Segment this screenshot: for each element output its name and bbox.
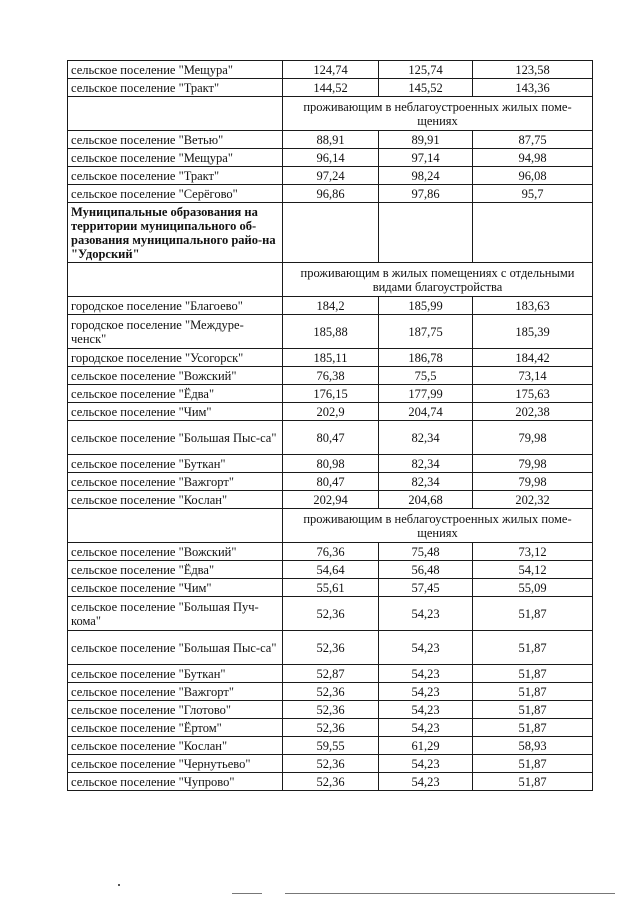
tariff-value-1: 185,88 — [283, 315, 379, 349]
tariff-value-3: 73,12 — [473, 543, 593, 561]
settlement-name: сельское поселение "Чим" — [68, 403, 283, 421]
tariff-value-1: 55,61 — [283, 579, 379, 597]
table-row — [68, 473, 593, 491]
table-row — [68, 131, 593, 149]
tariff-value-2: 54,23 — [379, 597, 473, 631]
tariff-value-1: 80,47 — [283, 473, 379, 491]
tariff-value-3: 73,14 — [473, 367, 593, 385]
tariff-value-3: 175,63 — [473, 385, 593, 403]
scan-speck — [118, 884, 120, 886]
tariff-value-2: 97,14 — [379, 149, 473, 167]
tariff-value-1: 80,47 — [283, 421, 379, 455]
table-row — [68, 61, 593, 79]
empty-cell — [379, 203, 473, 263]
tariff-value-3: 202,32 — [473, 491, 593, 509]
tariff-value-3: 58,93 — [473, 737, 593, 755]
tariff-value-1: 185,11 — [283, 349, 379, 367]
tariff-value-3: 87,75 — [473, 131, 593, 149]
table-row — [68, 543, 593, 561]
table-row — [68, 185, 593, 203]
tariff-value-1: 202,9 — [283, 403, 379, 421]
tariff-value-2: 54,23 — [379, 719, 473, 737]
settlement-name: сельское поселение "Тракт" — [68, 167, 283, 185]
tariff-value-2: 177,99 — [379, 385, 473, 403]
tariff-value-2: 57,45 — [379, 579, 473, 597]
subheading-row — [68, 263, 593, 297]
settlement-name: сельское поселение "Глотово" — [68, 701, 283, 719]
settlement-name: сельское поселение "Важгорт" — [68, 473, 283, 491]
settlement-name: сельское поселение "Мещура" — [68, 61, 283, 79]
empty-cell — [68, 509, 283, 543]
tariff-value-1: 54,64 — [283, 561, 379, 579]
tariff-value-1: 52,36 — [283, 701, 379, 719]
tariff-value-3: 51,87 — [473, 665, 593, 683]
tariff-value-3: 79,98 — [473, 473, 593, 491]
tariff-value-3: 51,87 — [473, 701, 593, 719]
settlement-name: сельское поселение "Чупрово" — [68, 773, 283, 791]
tariff-value-1: 202,94 — [283, 491, 379, 509]
settlement-name: сельское поселение "Буткан" — [68, 665, 283, 683]
settlement-name: городское поселение "Междуре-ченск" — [68, 315, 283, 349]
tariff-value-1: 124,74 — [283, 61, 379, 79]
settlement-name: сельское поселение "Вожский" — [68, 367, 283, 385]
tariff-value-2: 204,74 — [379, 403, 473, 421]
tariff-value-2: 75,48 — [379, 543, 473, 561]
tariff-value-2: 82,34 — [379, 421, 473, 455]
table-row — [68, 579, 593, 597]
tariff-value-1: 76,36 — [283, 543, 379, 561]
tariff-value-3: 79,98 — [473, 455, 593, 473]
tariff-value-3: 143,36 — [473, 79, 593, 97]
tariff-value-1: 59,55 — [283, 737, 379, 755]
settlement-name: сельское поселение "Серёгово" — [68, 185, 283, 203]
category-subheading: проживающим в неблагоустроенных жилых поме-щениях — [283, 97, 593, 131]
tariff-value-3: 184,42 — [473, 349, 593, 367]
tariff-value-2: 187,75 — [379, 315, 473, 349]
table-row — [68, 297, 593, 315]
tariff-value-2: 82,34 — [379, 473, 473, 491]
settlement-name: сельское поселение "Важгорт" — [68, 683, 283, 701]
table-row — [68, 755, 593, 773]
tariff-value-1: 96,14 — [283, 149, 379, 167]
table-row — [68, 167, 593, 185]
tariff-value-3: 51,87 — [473, 773, 593, 791]
tariff-value-3: 55,09 — [473, 579, 593, 597]
tariff-value-3: 51,87 — [473, 755, 593, 773]
tariff-value-2: 186,78 — [379, 349, 473, 367]
subheading-row — [68, 97, 593, 131]
tariff-value-2: 54,23 — [379, 755, 473, 773]
tariff-value-1: 52,36 — [283, 773, 379, 791]
tariff-value-2: 145,52 — [379, 79, 473, 97]
settlement-name: сельское поселение "Большая Пыс-са" — [68, 421, 283, 455]
tariff-value-1: 80,98 — [283, 455, 379, 473]
settlement-name: сельское поселение "Чернутьево" — [68, 755, 283, 773]
table-row — [68, 773, 593, 791]
tariff-value-3: 51,87 — [473, 631, 593, 665]
category-subheading: проживающим в неблагоустроенных жилых поме-щениях — [283, 509, 593, 543]
subheading-row — [68, 509, 593, 543]
tariff-value-1: 52,87 — [283, 665, 379, 683]
table-row — [68, 455, 593, 473]
settlement-name: сельское поселение "Большая Пуч-кома" — [68, 597, 283, 631]
tariff-value-1: 52,36 — [283, 755, 379, 773]
tariff-value-2: 82,34 — [379, 455, 473, 473]
tariff-value-3: 183,63 — [473, 297, 593, 315]
tariff-value-1: 52,36 — [283, 683, 379, 701]
municipality-group-title: Муниципальные образования на территории муниципального об-разования муниципального райо-на "Удорский" — [68, 203, 283, 263]
empty-cell — [68, 263, 283, 297]
tariff-value-1: 97,24 — [283, 167, 379, 185]
tariff-value-1: 96,86 — [283, 185, 379, 203]
settlement-name: городское поселение "Усогорск" — [68, 349, 283, 367]
tariff-value-2: 204,68 — [379, 491, 473, 509]
settlement-name: сельское поселение "Ёдва" — [68, 385, 283, 403]
group-row — [68, 203, 593, 263]
tariff-value-2: 54,23 — [379, 631, 473, 665]
tariff-value-1: 88,91 — [283, 131, 379, 149]
table-row — [68, 149, 593, 167]
tariff-value-3: 51,87 — [473, 719, 593, 737]
settlement-name: сельское поселение "Тракт" — [68, 79, 283, 97]
empty-cell — [473, 203, 593, 263]
tariff-value-3: 123,58 — [473, 61, 593, 79]
tariff-value-3: 202,38 — [473, 403, 593, 421]
tariff-value-2: 54,23 — [379, 665, 473, 683]
tariff-value-2: 125,74 — [379, 61, 473, 79]
table-row — [68, 719, 593, 737]
tariff-value-3: 185,39 — [473, 315, 593, 349]
tariff-value-1: 52,36 — [283, 597, 379, 631]
settlement-name: сельское поселение "Буткан" — [68, 455, 283, 473]
tariff-value-2: 54,23 — [379, 773, 473, 791]
tariff-value-2: 185,99 — [379, 297, 473, 315]
tariff-table — [67, 60, 593, 791]
table-row — [68, 701, 593, 719]
tariff-value-1: 52,36 — [283, 631, 379, 665]
table-row — [68, 597, 593, 631]
table-row — [68, 315, 593, 349]
tariff-value-3: 54,12 — [473, 561, 593, 579]
tariff-value-2: 54,23 — [379, 701, 473, 719]
tariff-value-3: 51,87 — [473, 683, 593, 701]
scan-speck — [285, 893, 615, 894]
tariff-value-1: 144,52 — [283, 79, 379, 97]
settlement-name: сельское поселение "Ёдва" — [68, 561, 283, 579]
tariff-value-2: 98,24 — [379, 167, 473, 185]
table-row — [68, 683, 593, 701]
table-row — [68, 491, 593, 509]
table-row — [68, 385, 593, 403]
tariff-value-2: 97,86 — [379, 185, 473, 203]
tariff-value-1: 184,2 — [283, 297, 379, 315]
settlement-name: сельское поселение "Кослан" — [68, 491, 283, 509]
table-row — [68, 561, 593, 579]
category-subheading: проживающим в жилых помещениях с отдельными видами благоустройства — [283, 263, 593, 297]
settlement-name: сельское поселение "Мещура" — [68, 149, 283, 167]
tariff-value-3: 51,87 — [473, 597, 593, 631]
tariff-value-2: 89,91 — [379, 131, 473, 149]
tariff-value-2: 61,29 — [379, 737, 473, 755]
tariff-value-2: 54,23 — [379, 683, 473, 701]
tariff-value-3: 96,08 — [473, 167, 593, 185]
settlement-name: сельское поселение "Большая Пыс-са" — [68, 631, 283, 665]
settlement-name: сельское поселение "Ёртом" — [68, 719, 283, 737]
table-row — [68, 349, 593, 367]
table-row — [68, 367, 593, 385]
table-row — [68, 403, 593, 421]
empty-cell — [68, 97, 283, 131]
empty-cell — [283, 203, 379, 263]
settlement-name: сельское поселение "Ветью" — [68, 131, 283, 149]
table-row — [68, 79, 593, 97]
tariff-value-2: 75,5 — [379, 367, 473, 385]
tariff-value-3: 95,7 — [473, 185, 593, 203]
table-row — [68, 665, 593, 683]
settlement-name: сельское поселение "Чим" — [68, 579, 283, 597]
tariff-value-1: 76,38 — [283, 367, 379, 385]
tariff-value-1: 52,36 — [283, 719, 379, 737]
settlement-name: сельское поселение "Вожский" — [68, 543, 283, 561]
table-row — [68, 421, 593, 455]
settlement-name: городское поселение "Благоево" — [68, 297, 283, 315]
tariff-value-2: 56,48 — [379, 561, 473, 579]
table-row — [68, 737, 593, 755]
settlement-name: сельское поселение "Кослан" — [68, 737, 283, 755]
tariff-value-3: 94,98 — [473, 149, 593, 167]
tariff-value-3: 79,98 — [473, 421, 593, 455]
tariff-value-1: 176,15 — [283, 385, 379, 403]
scan-speck — [232, 893, 262, 894]
table-row — [68, 631, 593, 665]
